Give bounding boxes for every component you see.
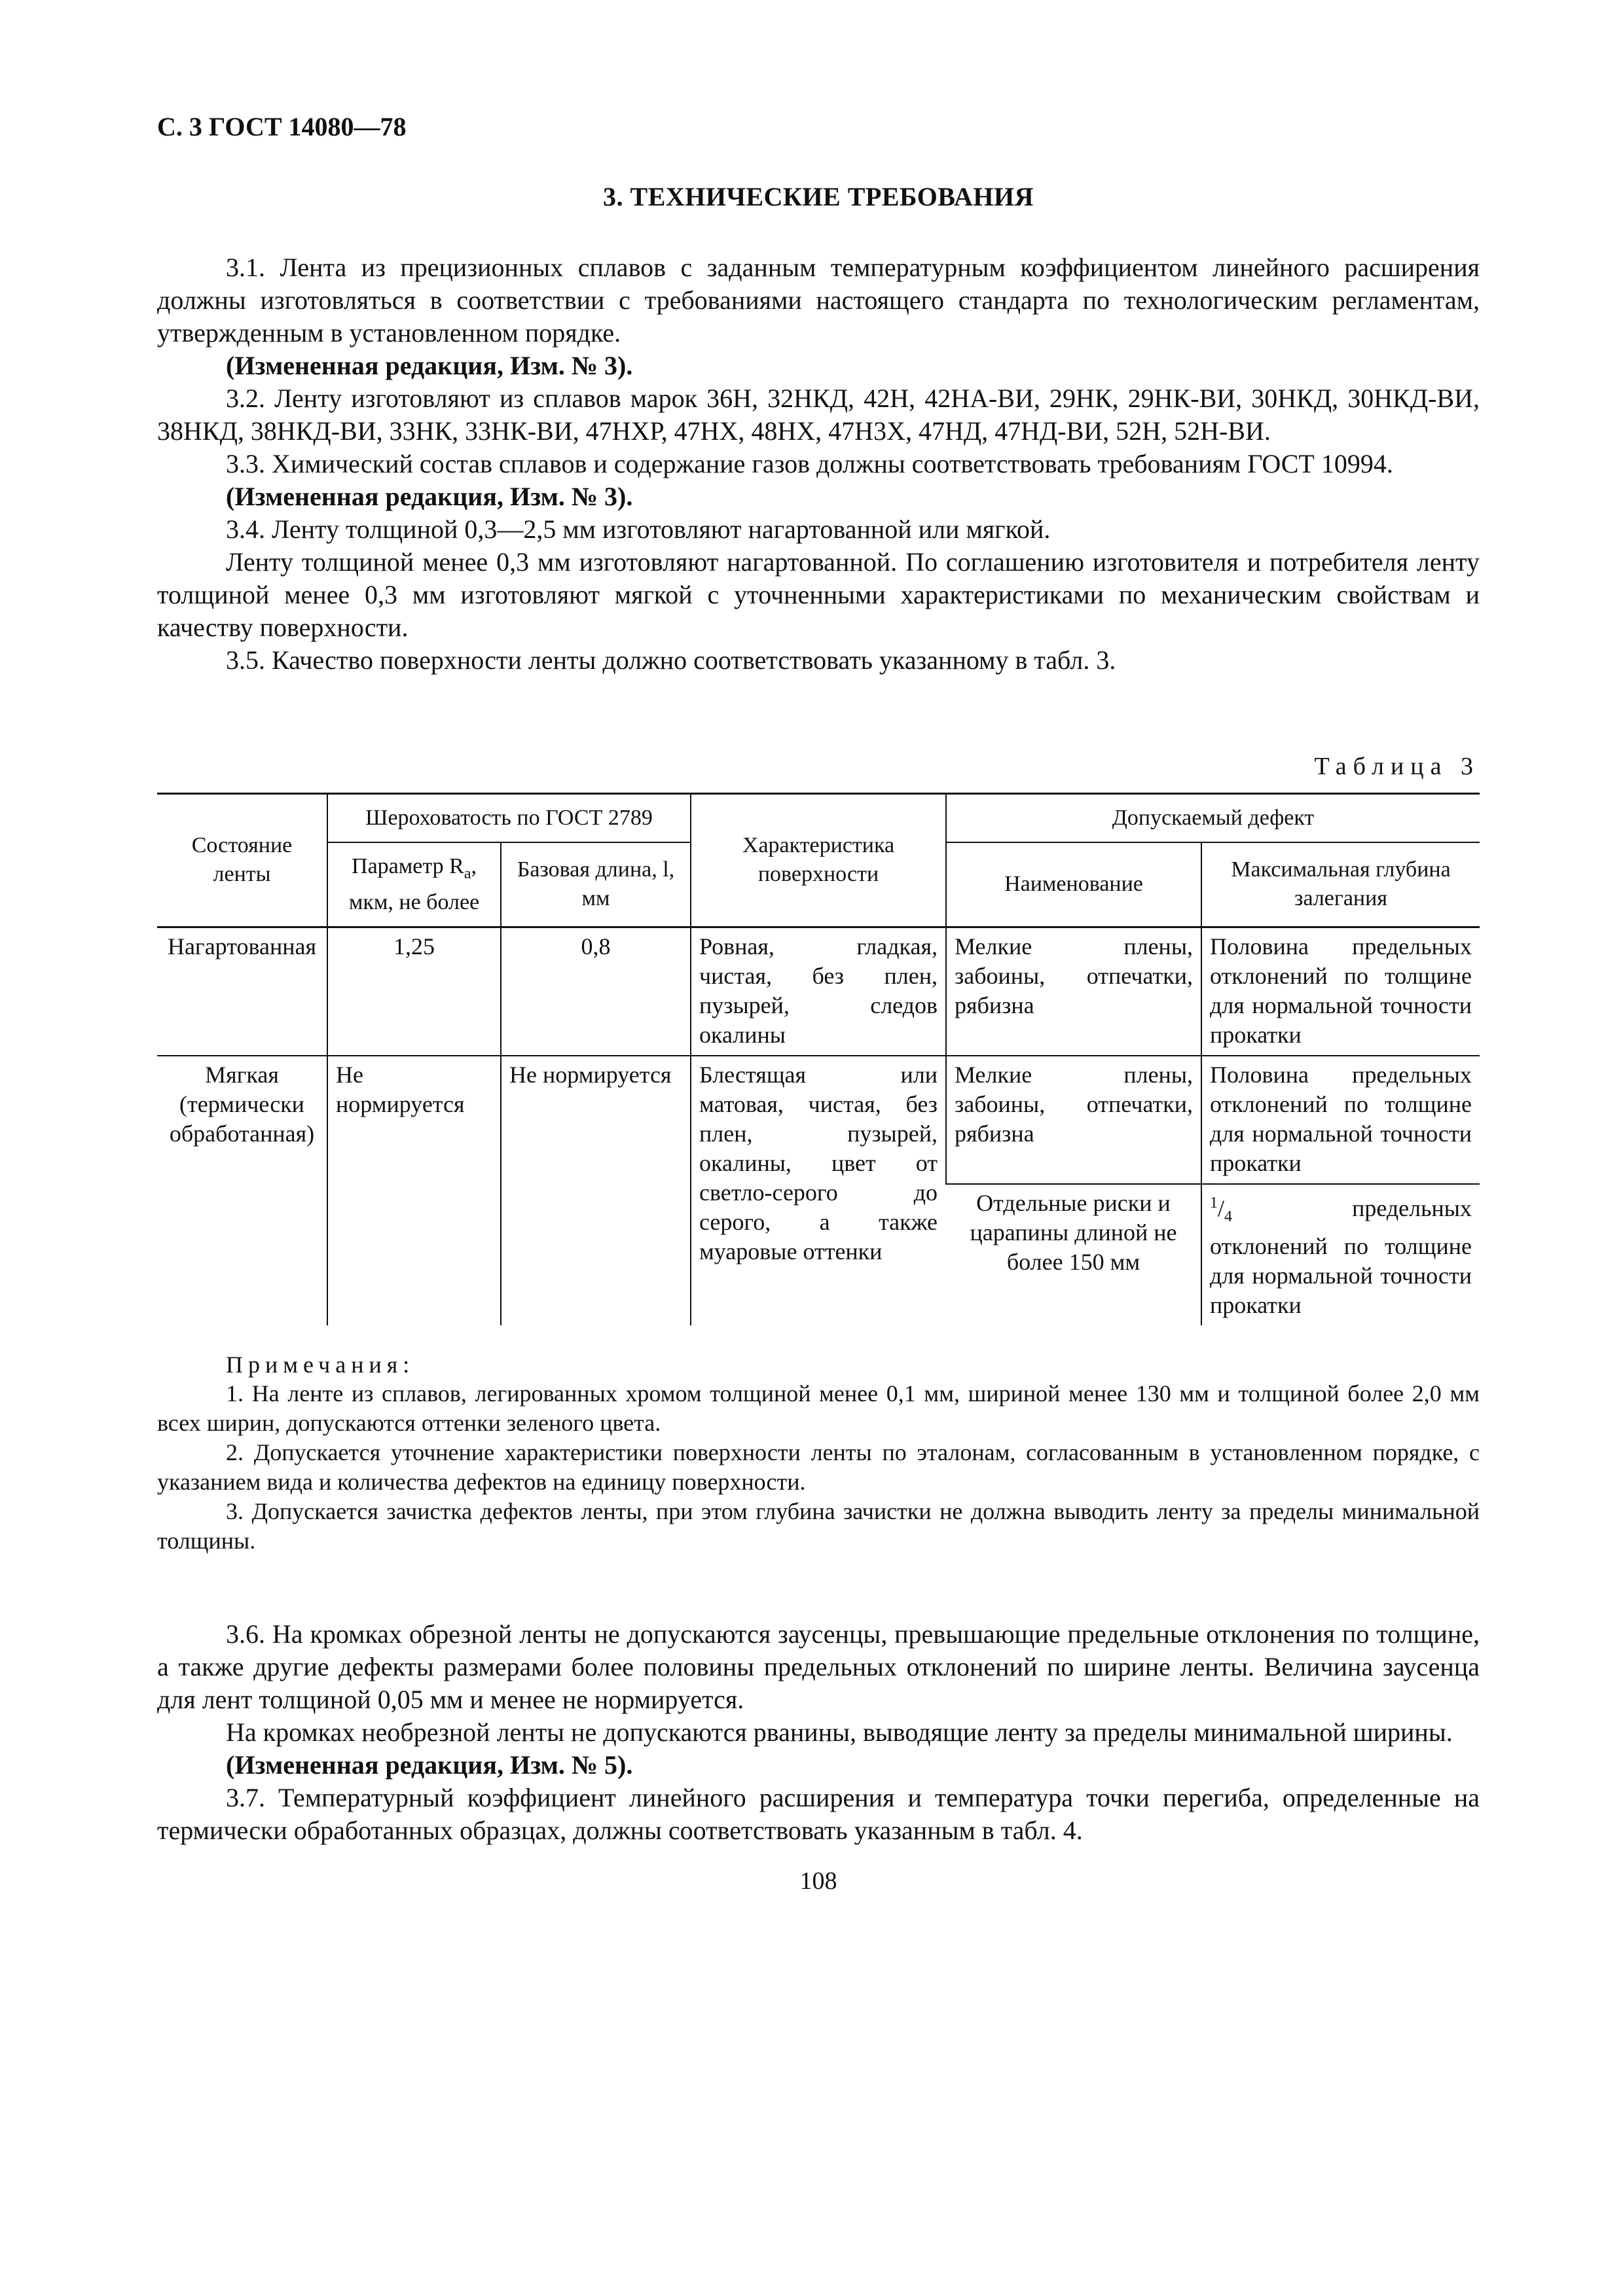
cell-defect-name: Мелкие плены, забоины, отпечатки, рябизна: [946, 1056, 1201, 1184]
cell-base: 0,8: [501, 927, 691, 1056]
note-item: 3. Допускается зачистка дефектов ленты, при этом глубина зачистки не должна выводить ленту за пределы минимальной толщины.: [157, 1498, 1480, 1554]
cell-base: Не нормируется: [501, 1056, 691, 1325]
table-row: [157, 1056, 1480, 1184]
page-header: С. 3 ГОСТ 14080—78: [157, 112, 407, 141]
header-defect-name: Наименование: [946, 842, 1201, 927]
fraction-one-quarter: $^1/_4$: [1210, 1194, 1233, 1225]
paragraph-3-6: 3.6. На кромках обрезной ленты не допускаются заусенцы, превышающие предельные отклонения по толщине, а также другие дефекты размерами более половины предельных отклонений по ширине ленты. Величина заусенца для лент толщиной 0,05 мм и менее не нормируется.: [157, 1619, 1480, 1714]
table-row: [157, 927, 1480, 1056]
header-defect-depth: Максимальная глубина залегания: [1201, 842, 1480, 927]
paragraph-3-7: 3.7. Температурный коэффициент линейного расширения и температура точки перегиба, определенные на термически обработанных образцах, должны соответствовать указанным в табл. 4.: [157, 1782, 1480, 1845]
cell-defect-depth: $^1/_4$ предельных отклонений по толщине для нормальной точности прокатки: [1201, 1184, 1480, 1325]
paragraph-3-6-continued: На кромках необрезной ленты не допускаются рванины, выводящие ленту за пределы минимальной ширины.: [226, 1717, 1453, 1747]
header-state: Состояние ленты: [157, 794, 327, 927]
paragraphs-bottom: [157, 1618, 1480, 1847]
table-caption: Таблица 3: [1314, 753, 1480, 780]
document-page: [157, 111, 1480, 1895]
page-number: 108: [799, 1867, 837, 1895]
paragraphs-top: [157, 251, 1480, 677]
cell-state: Мягкая (термически обработанная): [157, 1056, 327, 1325]
header-roughness: Шероховатость по ГОСТ 2789: [327, 794, 691, 843]
paragraph-3-4: 3.4. Ленту толщиной 0,3—2,5 мм изготовляют нагартованной или мягкой.: [226, 514, 1051, 544]
revision-note: (Измененная редакция, Изм. № 3).: [226, 482, 633, 511]
revision-note: (Измененная редакция, Изм. № 3).: [226, 351, 633, 380]
cell-state: Нагартованная: [167, 933, 317, 960]
cell-ra: 1,25: [327, 927, 501, 1056]
header-base-length: Базовая длина, l, мм: [501, 842, 691, 927]
notes-title: Примечания:: [226, 1351, 415, 1378]
cell-surface: Ровная, гладкая, чистая, без плен, пузырей, следов окалины: [691, 927, 946, 1056]
paragraph-3-5: 3.5. Качество поверхности ленты должно соответствовать указанному в табл. 3.: [226, 645, 1116, 675]
paragraph-3-3: 3.3. Химический состав сплавов и содержание газов должны соответствовать требованиям ГОСТ 10994.: [226, 449, 1393, 478]
cell-defect-depth: Половина предельных отклонений по толщине для нормальной точности прокатки: [1201, 1056, 1480, 1184]
header-surface: Характеристика поверхности: [691, 794, 946, 927]
cell-ra: Не нормируется: [327, 1056, 501, 1325]
cell-defect-name: Отдельные риски и царапины длиной не более 150 мм: [946, 1184, 1201, 1325]
table-3: [157, 793, 1480, 1325]
section-title: 3. ТЕХНИЧЕСКИЕ ТРЕБОВАНИЯ: [603, 182, 1034, 211]
cell-surface: Блестящая или матовая, чистая, без плен, пузырей, окалины, цвет от светло-серого до серого, а также муаровые оттенки: [691, 1056, 946, 1325]
note-item: 1. На ленте из сплавов, легированных хромом толщиной менее 0,1 мм, шириной менее 130 мм и толщиной более 2,0 мм всех ширин, допускаются оттенки зеленого цвета.: [157, 1380, 1480, 1436]
paragraph-3-4-continued: Ленту толщиной менее 0,3 мм изготовляют нагартованной. По соглашению изготовителя и потребителя ленту толщиной менее 0,3 мм изготовляют мягкой с уточненными характеристиками по механическим свойствам и качеству поверхности.: [157, 547, 1480, 642]
revision-note: (Измененная редакция, Изм. № 5).: [226, 1749, 633, 1780]
cell-defect-name: Мелкие плены, забоины, отпечатки, рябизна: [946, 927, 1201, 1056]
header-param-ra: Параметр $R_a$, мкм, не более: [327, 842, 501, 927]
paragraph-3-2: 3.2. Ленту изготовляют из сплавов марок 36Н, 32НКД, 42Н, 42НА-ВИ, 29НК, 29НК-ВИ, 30НКД, 30НКД-ВИ, 38НКД, 38НКД-ВИ, 33НК, 33НК-ВИ, 47НХР, 47НХ, 48НХ, 47Н3Х, 47НД, 47НД-ВИ, 52Н, 52Н-ВИ.: [157, 384, 1480, 446]
cell-defect-depth: Половина предельных отклонений по толщине для нормальной точности прокатки: [1201, 927, 1480, 1056]
paragraph-3-1: 3.1. Лента из прецизионных сплавов с заданным температурным коэффициентом линейного расширения должны изготовляться в соответствии с требованиями настоящего стандарта по технологическим регламентам, утвержденным в установленном порядке.: [157, 253, 1480, 348]
note-item: 2. Допускается уточнение характеристики поверхности ленты по эталонам, согласованным в установленном порядке, с указанием вида и количества дефектов на единицу поверхности.: [157, 1439, 1480, 1495]
header-defect: Допускаемый дефект: [946, 794, 1480, 843]
notes-list: [157, 1379, 1480, 1556]
